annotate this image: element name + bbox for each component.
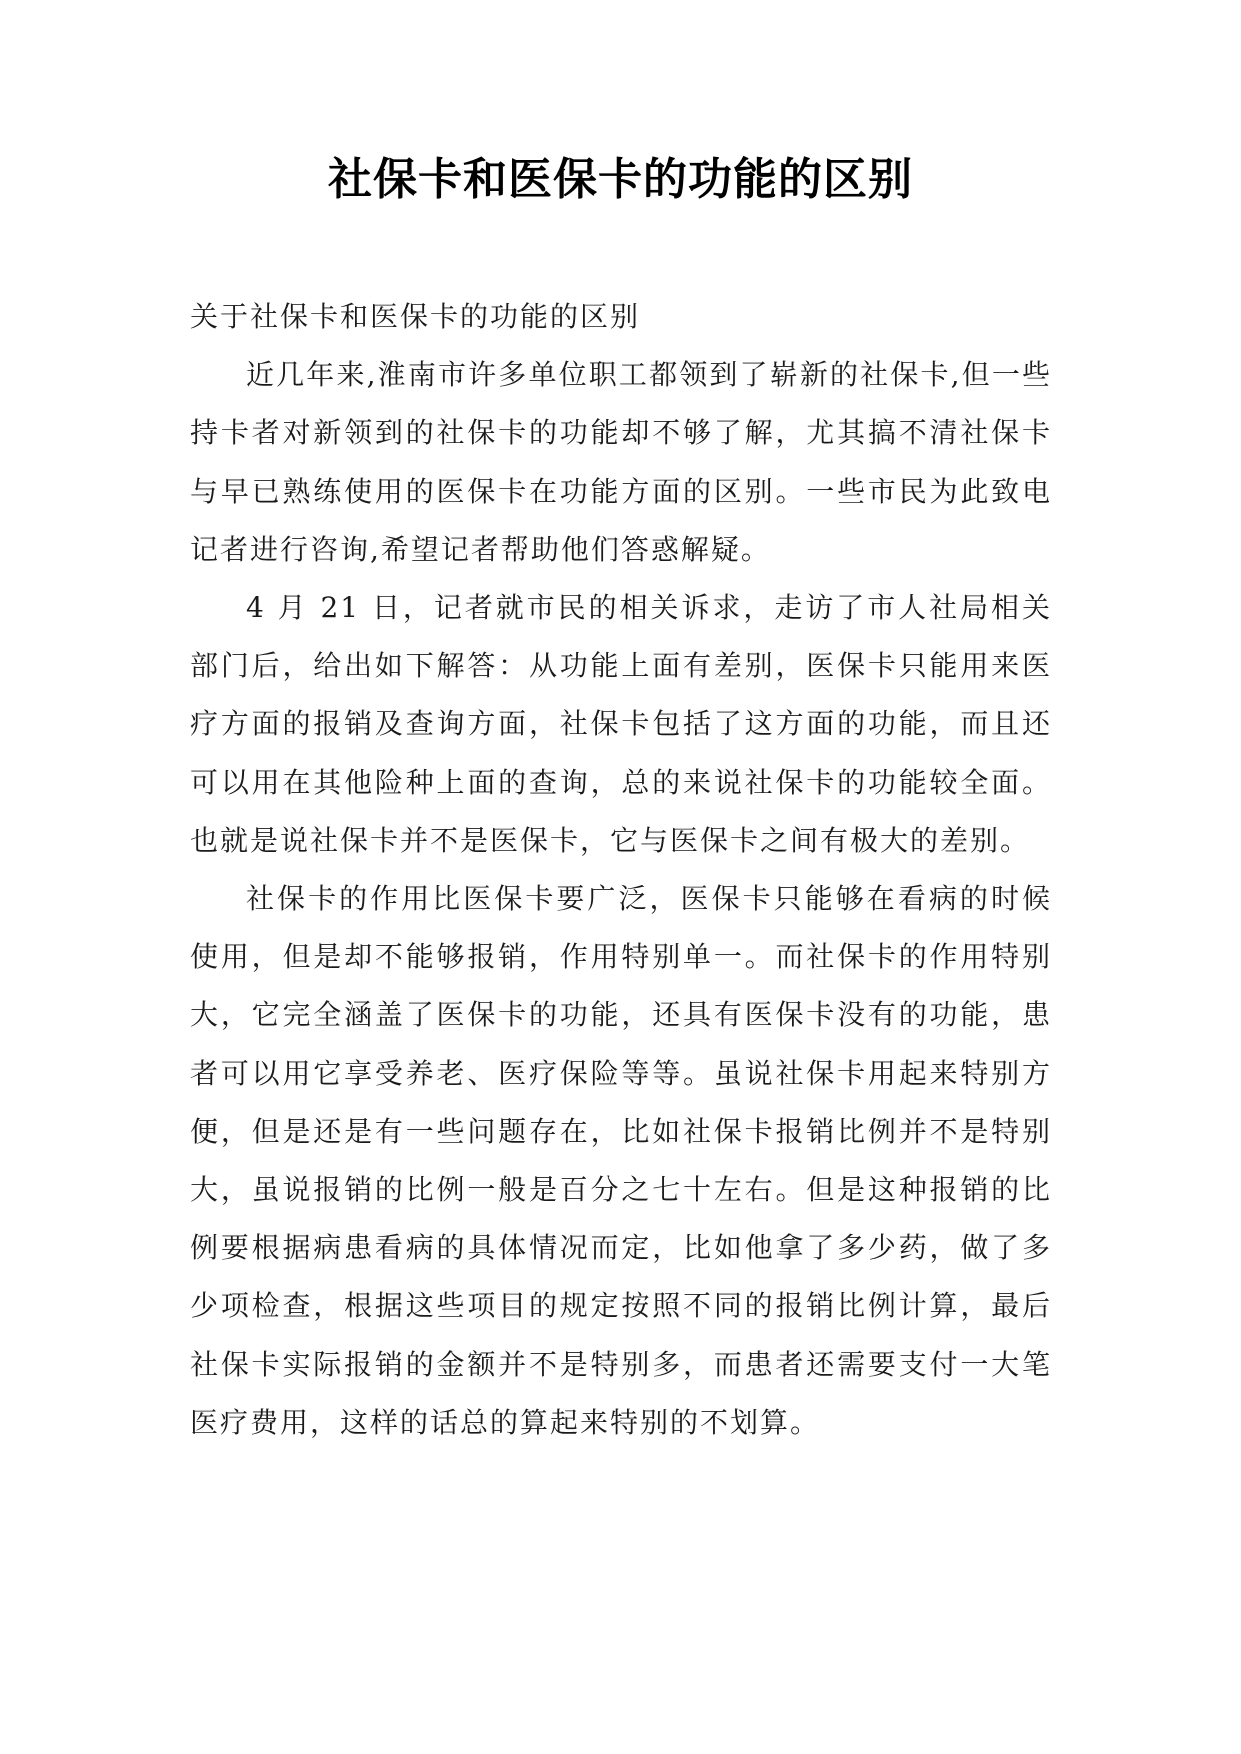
body-paragraph-1: 近几年来,淮南市许多单位职工都领到了崭新的社保卡,但一些持卡者对新领到的社保卡的功能却不够了解，尤其搞不清社保卡与早已熟练使用的医保卡在功能方面的区别。一些市民为此致电记者进行咨询,希望记者帮助他们答惑解疑。 [190,358,1052,566]
body-paragraph-3: 社保卡的作用比医保卡要广泛，医保卡只能够在看病的时候使用，但是却不能够报销，作用特别单一。而社保卡的作用特别大，它完全涵盖了医保卡的功能，还具有医保卡没有的功能，患者可以用它享受养老、医疗保险等等。虽说社保卡用起来特别方便，但是还是有一些问题存在，比如社保卡报销比例并不是特别大，虽说报销的比例一般是百分之七十左右。但是这种报销的比例要根据病患看病的具体情况而定，比如他拿了多少药，做了多少项检查，根据这些项目的规定按照不同的报销比例计算，最后社保卡实际报销的金额并不是特别多，而患者还需要支付一大笔医疗费用，这样的话总的算起来特别的不划算。 [190,882,1052,1439]
article-subtitle: 关于社保卡和医保卡的功能的区别 [190,300,641,333]
document-body [190,288,1052,1452]
page-title: 社保卡和医保卡的功能的区别 [328,154,913,205]
body-paragraph-2: 4 月 21 日，记者就市民的相关诉求，走访了市人社局相关部门后，给出如下解答：从功能上面有差别，医保卡只能用来医疗方面的报销及查询方面，社保卡包括了这方面的功能，而且还可以用在其他险种上面的查询，总的来说社保卡的功能较全面。也就是说社保卡并不是医保卡，它与医保卡之间有极大的差别。 [190,591,1052,857]
